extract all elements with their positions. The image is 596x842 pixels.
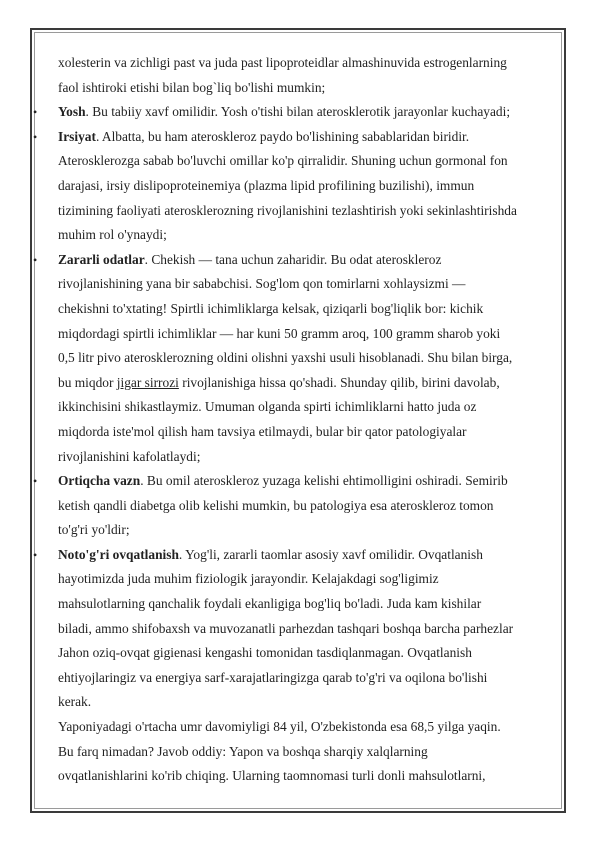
item-line: mahsulotlarning qanchalik foydali ekanligiga bog'liq bo'ladi. Juda kam kishilar <box>58 596 482 612</box>
list-item-notogri-ovqatlanish <box>33 543 542 715</box>
term-bold: Irsiyat <box>58 128 96 144</box>
item-line: ikkinchisini shikastlaymiz. Umuman olganda spirti ichimliklarni hatto juda oz <box>58 399 477 415</box>
item-line: 0,5 litr pivo aterosklerozning oldini olishni yaxshi usuli hisoblanadi. Shu bilan birga, <box>58 350 513 366</box>
intro-line: xolesterin va zichligi past va juda past lipoproteidlar almashinuvida estrogenlarning <box>58 55 507 70</box>
item-line: tizimining faoliyati aterosklerozning rivojlanishini tezlashtirish yoki sekinlashtirishda <box>58 202 517 218</box>
item-line: darajasi, irsiy dislipoproteinemiya (plazma lipid profilining buzilishi), immun <box>58 177 475 193</box>
item-line: chekishni to'xtating! Spirtli ichimliklarga kelsak, qiziqarli bog'liqlik bor: kichik <box>58 300 484 316</box>
item-line: rivojlanishini kafolatlaydi; <box>58 448 201 464</box>
term-bold: Noto'g'ri ovqatlanish <box>58 546 179 562</box>
item-text: . Albatta, bu ham ateroskleroz paydo bo'lishining sabablaridan biridir. <box>95 128 470 144</box>
list-item-ortiqcha-vazn <box>33 469 542 543</box>
list-item-yosh <box>33 100 542 125</box>
bullet-icon: • <box>33 547 38 562</box>
item-line: Aterosklerozga sabab bo'luvchi omillar ko'p qirralidir. Shuning uchun gormonal fon <box>58 153 508 169</box>
intro-line: faol ishtiroki etishi bilan bog`liq bo'lishi mumkin; <box>58 79 326 95</box>
document-body <box>33 51 542 789</box>
term-bold: Zararli odatlar <box>58 251 145 267</box>
item-line: to'g'ri yo'ldir; <box>58 522 130 538</box>
bullet-icon: • <box>33 105 38 120</box>
item-text: . Bu omil ateroskleroz yuzaga kelishi ehtimolligini oshiradi. Semirib <box>140 473 508 489</box>
closing-line: Yaponiyadagi o'rtacha umr davomiyligi 84 yil, O'zbekistonda esa 68,5 yilga yaqin. <box>58 719 501 735</box>
item-line: kerak. <box>58 694 92 710</box>
closing-line: ovqatlanishlarini ko'rib chiqing. Ularning taomnomasi turli donli mahsulotlarni, <box>58 768 486 784</box>
bullet-icon: • <box>33 129 38 144</box>
closing-line: Bu farq nimadan? Javob oddiy: Yapon va boshqa sharqiy xalqlarning <box>58 743 428 759</box>
underlined-term: jigar sirrozi <box>116 374 179 390</box>
item-text: . Yog'li, zararli taomlar asosiy xavf omilidir. Ovqatlanish <box>178 546 483 562</box>
item-line: Jahon oziq-ovqat gigienasi kengashi tomonidan tasdiqlanmagan. Ovqatlanish <box>58 645 472 661</box>
list-item-zararli-odatlar <box>33 248 542 469</box>
item-line: muhim rol o'ynaydi; <box>58 227 167 243</box>
item-line: miqdordagi spirtli ichimliklar — har kuni 50 gramm aroq, 100 gramm sharob yoki <box>58 325 501 341</box>
bullet-icon: • <box>33 474 38 489</box>
item-line: rivojlanishining yana bir sababchisi. Sog'lom qon tomirlarni xohlaysizmi — <box>58 276 466 292</box>
item-line: biladi, ammo shifobaxsh va muvozanatli parhezdan tashqari boshqa barcha parhezlar <box>58 620 514 636</box>
item-text: . Bu tabiiy xavf omilidir. Yosh o'tishi bilan aterosklerotik jarayonlar kuchayadi; <box>85 104 511 120</box>
item-text: . Chekish — tana uchun zaharidir. Bu odat ateroskleroz <box>144 251 442 267</box>
term-bold: Yosh <box>58 104 86 120</box>
list-item-irsiyat <box>33 125 542 248</box>
item-line: hayotimizda juda muhim fiziologik jarayondir. Kelajakdagi sog'ligimiz <box>58 571 439 587</box>
item-line: ketish qandli diabetga olib kelishi mumkin, bu patologiya esa ateroskleroz tomon <box>58 497 494 513</box>
term-bold: Ortiqcha vazn <box>58 473 141 489</box>
item-line: bu miqdor jigar sirrozi rivojlanishiga hissa qo'shadi. Shunday qilib, birini davolab, <box>58 374 500 390</box>
bullet-icon: • <box>33 252 38 267</box>
item-line: ehtiyojlaringiz va energiya sarf-xarajatlaringizga qarab to'g'ri va oqilona bo'lishi <box>58 669 488 685</box>
item-line: miqdorda iste'mol qilish ham tavsiya etilmaydi, bular bir qator patologiyalar <box>58 423 467 439</box>
